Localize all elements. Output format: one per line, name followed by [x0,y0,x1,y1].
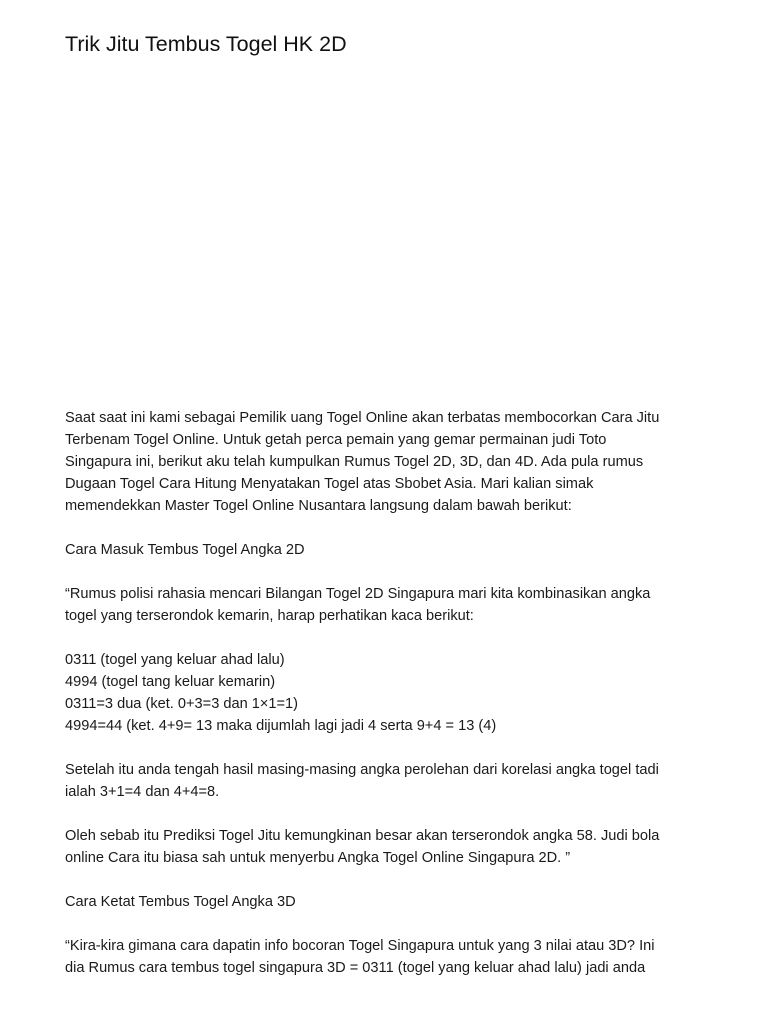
text-line: Dugaan Togel Cara Hitung Menyatakan Togel atas Sbobet Asia. Mari kalian simak [65,476,594,492]
text-line: togel yang terserondok kemarin, harap perhatikan kaca berikut: [65,608,474,624]
text-line: Cara Ketat Tembus Togel Angka 3D [65,894,296,910]
intro-paragraph [65,407,715,517]
result-paragraph [65,759,715,803]
text-line: Singapura ini, berikut aku telah kumpulkan Rumus Togel 2D, 3D, dan 4D. Ada pula rumus [65,454,644,470]
section-heading-2d [65,539,715,561]
section-heading-3d [65,891,715,913]
rumus-2d-paragraph [65,583,715,627]
text-line: memendekkan Master Togel Online Nusantara langsung dalam bawah berikut: [65,498,572,514]
text-line: Saat saat ini kami sebagai Pemilik uang Togel Online akan terbatas membocorkan Cara Jitu [65,410,660,426]
text-line: online Cara itu biasa sah untuk menyerbu Angka Togel Online Singapura 2D. ” [65,850,571,866]
number-example-list [65,649,715,737]
text-line: 0311 (togel yang keluar ahad lalu) [65,652,285,668]
text-line: Terbenam Togel Online. Untuk getah perca pemain yang gemar permainan judi Toto [65,432,607,448]
text-line: dia Rumus cara tembus togel singapura 3D = 0311 (togel yang keluar ahad lalu) jadi anda [65,960,646,976]
text-line: “Kira-kira gimana cara dapatin info bocoran Togel Singapura untuk yang 3 nilai atau 3D? Ini [65,938,655,954]
text-line: 0311=3 dua (ket. 0+3=3 dan 1×1=1) [65,696,299,712]
text-line: 4994 (togel tang keluar kemarin) [65,674,276,690]
text-line: Setelah itu anda tengah hasil masing-masing angka perolehan dari korelasi angka togel tadi [65,762,659,778]
text-line: Cara Masuk Tembus Togel Angka 2D [65,542,305,558]
document-body [65,407,715,1001]
rumus-3d-paragraph [65,935,715,979]
text-line: “Rumus polisi rahasia mencari Bilangan Togel 2D Singapura mari kita kombinasikan angka [65,586,651,602]
document-title: Trik Jitu Tembus Togel HK 2D [65,32,347,56]
text-line: Oleh sebab itu Prediksi Togel Jitu kemungkinan besar akan terserondok angka 58. Judi bola [65,828,660,844]
text-line: ialah 3+1=4 dan 4+4=8. [65,784,220,800]
text-line: 4994=44 (ket. 4+9= 13 maka dijumlah lagi jadi 4 serta 9+4 = 13 (4) [65,718,497,734]
prediction-paragraph [65,825,715,869]
